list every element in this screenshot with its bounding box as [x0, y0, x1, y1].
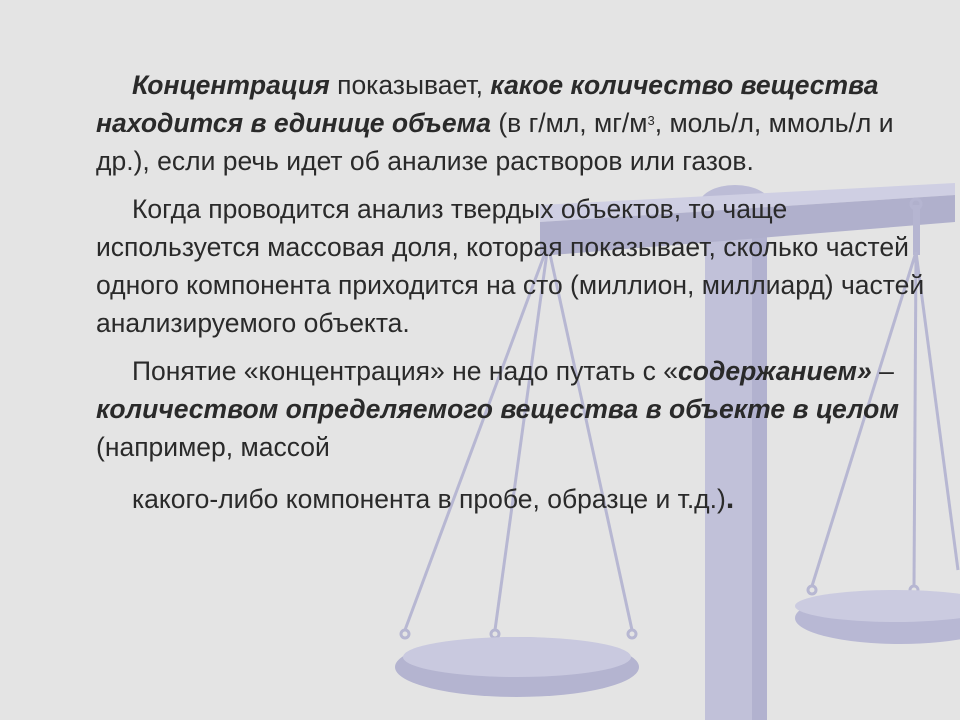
example-text-line2: какого-либо компонента в пробе, образце и т.д.)	[132, 484, 726, 514]
example-text: (например, массой	[96, 432, 330, 462]
concentration-definition: какое количество вещества находится в единице объема	[96, 70, 879, 138]
paragraph1-verb: показывает,	[329, 70, 491, 100]
units-post: , моль/л, ммоль/л и др.), если речь идет об анализе растворов или газов.	[96, 108, 894, 176]
paragraph3-intro: Понятие «концентрация» не надо путать с «	[132, 356, 679, 386]
slide-body	[96, 66, 936, 528]
units-superscript: 3	[647, 113, 655, 128]
content-definition: количеством определяемого вещества в объекте в целом	[96, 394, 899, 424]
paragraph-content	[96, 352, 936, 518]
units-pre: (в г/мл, мг/м	[490, 108, 648, 138]
final-period: .	[725, 482, 735, 515]
term-concentration: Концентрация	[132, 70, 330, 100]
paragraph-mass-fraction: Когда проводится анализ твердых объектов, то чаще используется массовая доля, которая показывает, сколько частей одного компонента приходится на сто (миллион, миллиард) частей анализируемого объекта.	[96, 194, 925, 338]
dash: –	[871, 356, 894, 386]
term-content: содержанием»	[678, 356, 872, 386]
paragraph-concentration	[96, 66, 936, 180]
